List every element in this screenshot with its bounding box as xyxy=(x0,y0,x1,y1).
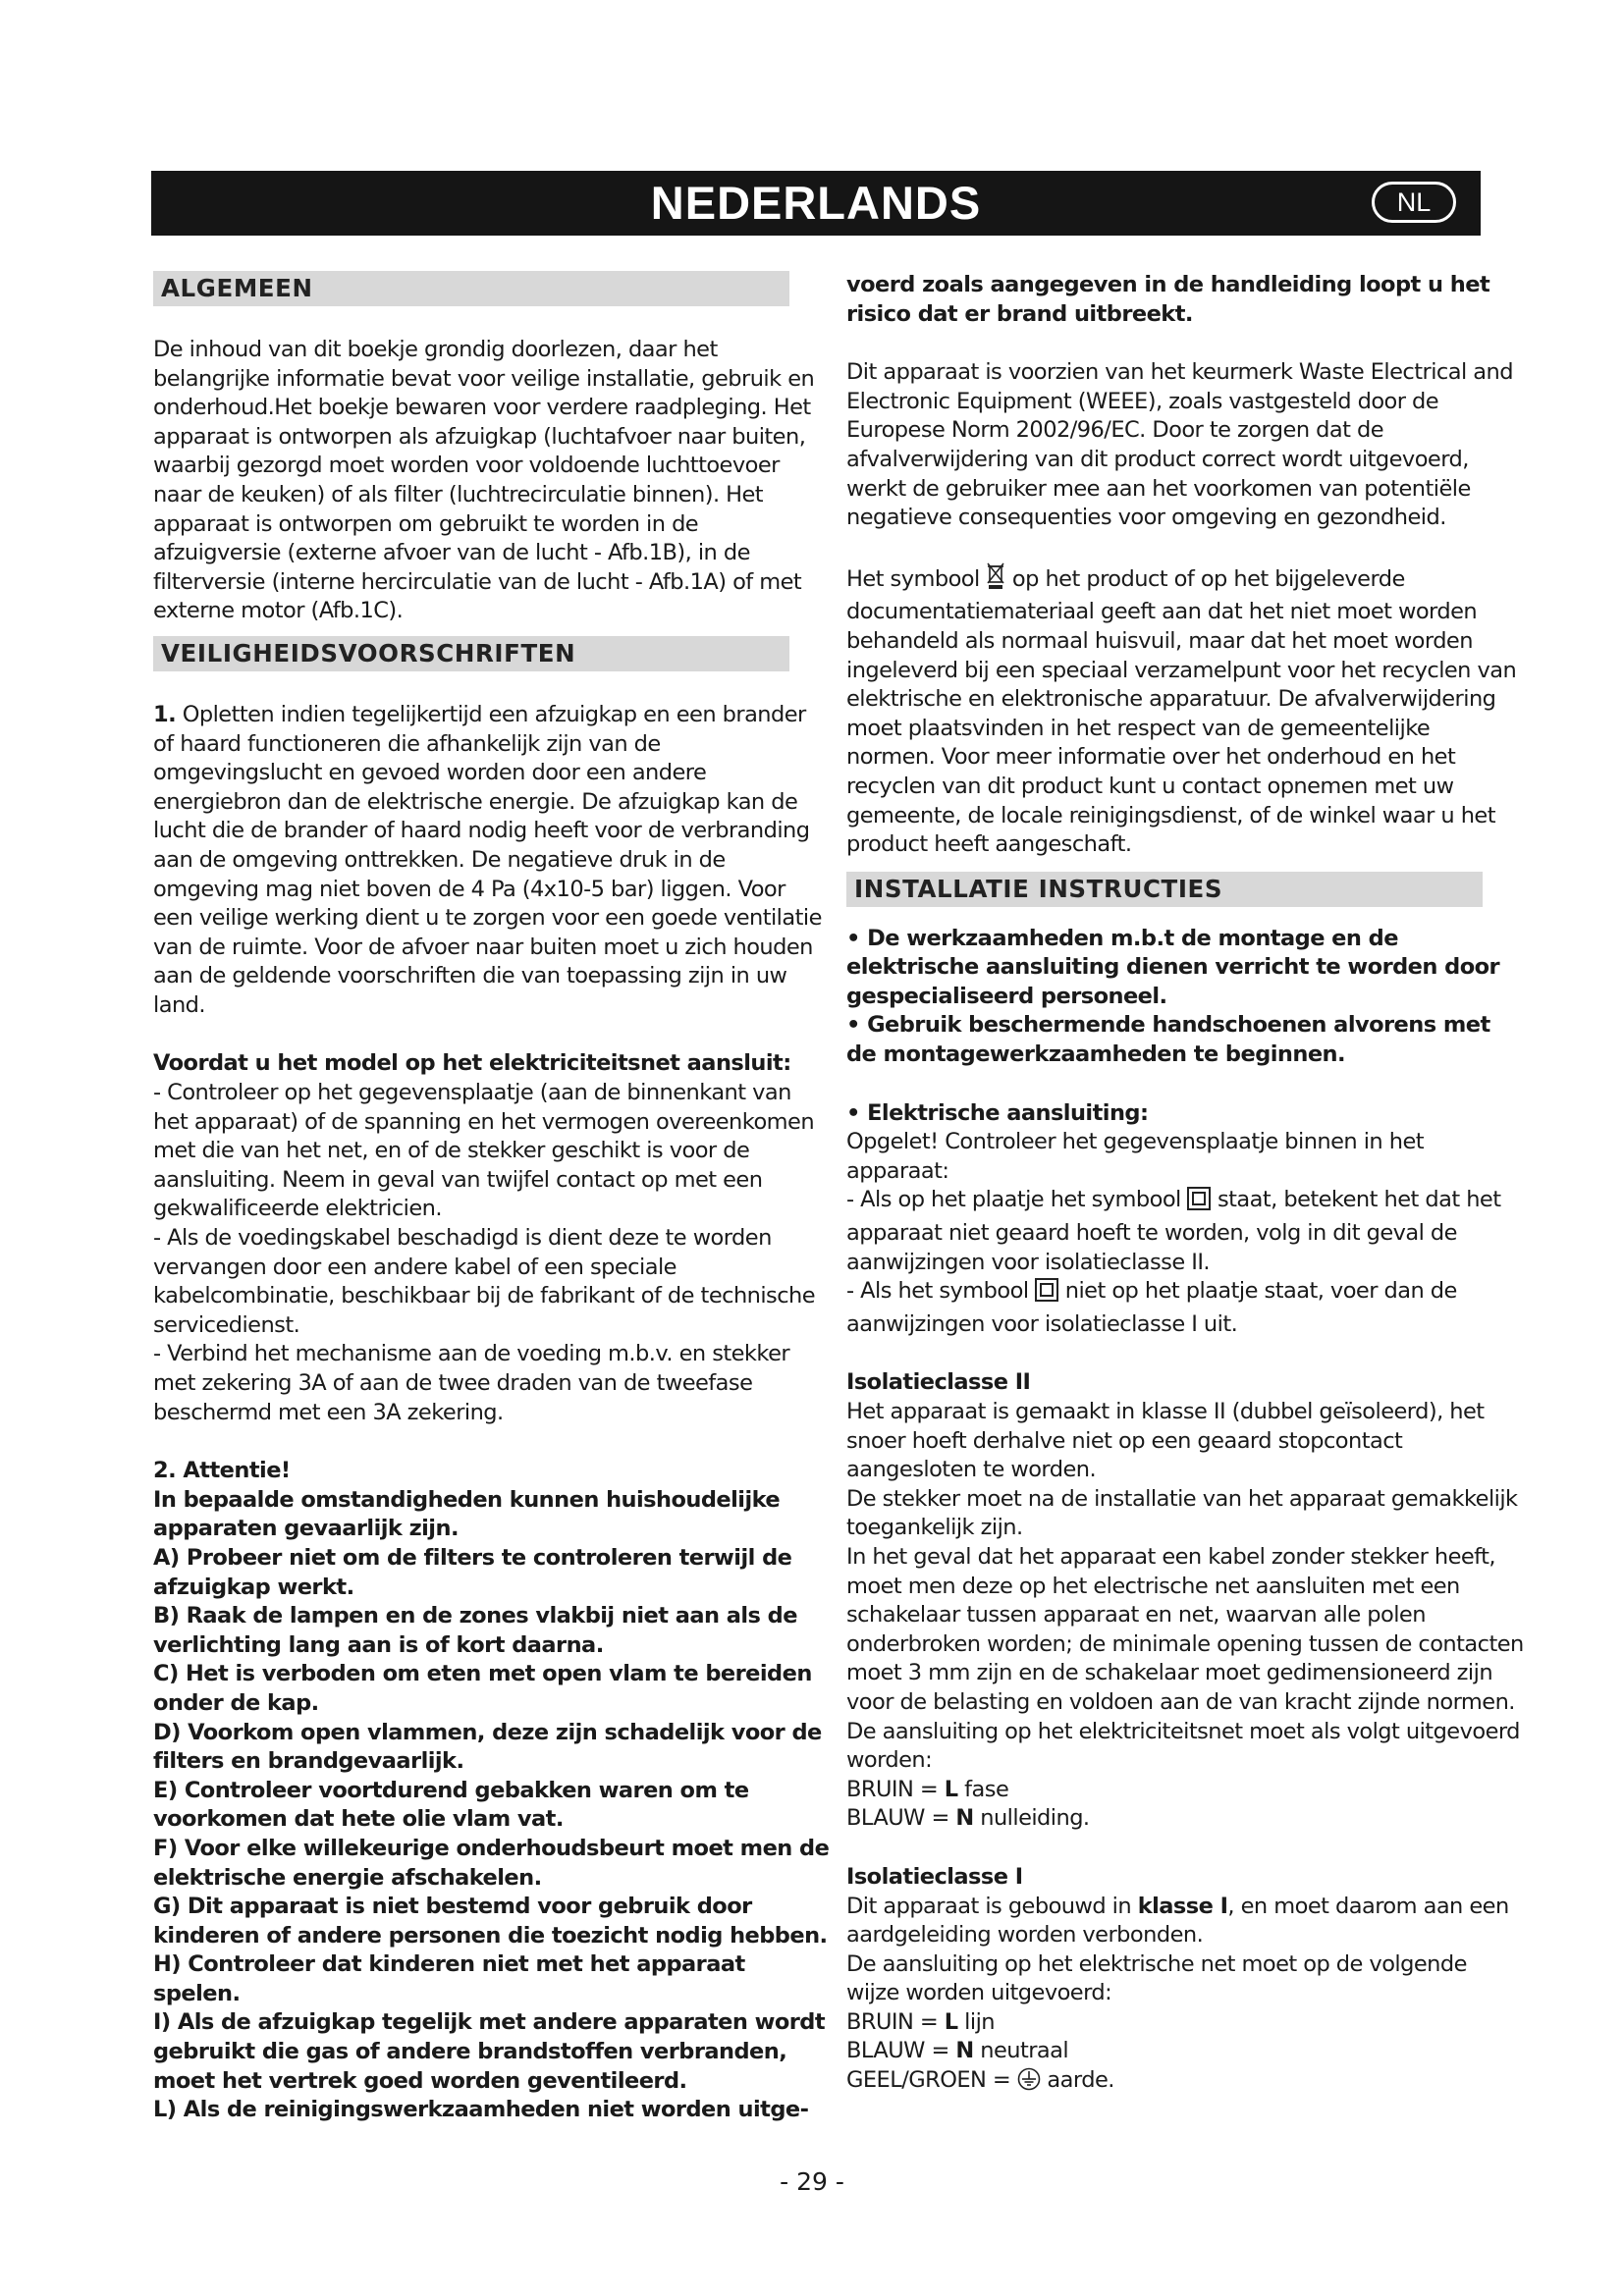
attention-item: C) Het is verboden om eten met open vlam te bereiden onder de kap. xyxy=(153,1661,812,1716)
class1-green xyxy=(846,2066,1524,2100)
class2-text: De stekker moet na de installatie van het apparaat gemakkelijk toegankelijk zijn. xyxy=(846,1485,1518,1541)
left-column xyxy=(153,271,831,2125)
electrical-intro: Opgelet! Controleer het gegevensplaatje binnen in het apparaat: xyxy=(846,1129,1425,1184)
attention-item: D) Voorkom open vlammen, deze zijn schadelijk voor de filters en brandgevaarlijk. xyxy=(153,1719,822,1775)
crossed-bin-icon xyxy=(986,562,1005,599)
language-badge: NL xyxy=(1372,182,1456,223)
wire-desc: nulleiding. xyxy=(973,1805,1090,1832)
electrical-line-post: staat, betekent het dat het apparaat niet geaard hoeft te worden, volg in dit geval de aanwijzingen voor isolatieclasse II. xyxy=(846,1187,1501,1275)
section-heading-algemeen: ALGEMEEN xyxy=(153,271,789,306)
earth-ground-icon xyxy=(1017,2067,1041,2100)
attention-item: E) Controleer voortdurend gebakken waren om te voorkomen dat hete olie vlam vat. xyxy=(153,1777,749,1833)
class2-text: De aansluiting op het elektriciteitsnet moet als volgt uitgevoerd worden: xyxy=(846,1718,1520,1774)
double-insulation-icon xyxy=(1035,1278,1058,1310)
attention-heading: 2. Attentie! xyxy=(153,1458,291,1484)
electrical-line xyxy=(846,1277,1524,1339)
class1-text-post: , en moet daarom aan een aardgeleiding worden verbonden. xyxy=(846,1893,1509,1949)
paragraph-text: Opletten indien tegelijkertijd een afzuigkap en een brander of haard functioneren die afhankelijk zijn van de omgevingslucht en gevoed worden door een andere energiebron dan de elektrische energie. De afzuigkap kan de lucht die de brander of haard nodig heeft voor de verbranding aan de omgeving onttrekken. De negatieve druk in de omgeving mag niet boven de 4 Pa (4x10-5 bar) liggen. Voor een veilige werking dient u te zorgen voor een goede ventilatie van de ruimte. Voor de afvoer naar buiten moet u zich houden aan de geldende voorschriften die van toepassing zijn in uw land. xyxy=(153,701,822,1018)
connect-item: - Controleer op het gegevensplaatje (aan de binnenkant van het apparaat) of de spanning en het vermogen overeenkomen met die van het net, en of de stekker geschikt is voor de aansluiting. Neem in geval van twijfel contact op met een gekwalificeerde elektricien. xyxy=(153,1080,815,1222)
electrical-line-pre: - Als het symbool xyxy=(846,1278,1036,1305)
wire-label: BRUIN = xyxy=(846,2008,945,2035)
right-column xyxy=(846,271,1524,2100)
wire-code: N xyxy=(955,2038,974,2064)
attention-item: I) Als de afzuigkap tegelijk met andere apparaten wordt gebruikt die gas of andere brandstoffen verbranden, moet het vertrek goed worden geventileerd. xyxy=(153,2009,826,2094)
install-bullet: • De werkzaamheden m.b.t de montage en de elektrische aansluiting dienen verricht te worden door gespecialiseerd personeel. xyxy=(846,925,1500,1009)
wire-code: L xyxy=(944,1776,958,1802)
attention-item: F) Voor elke willekeurige onderhoudsbeurt moet men de elektrische energie afschakelen. xyxy=(153,1835,830,1891)
class1-text-pre: Dit apparaat is gebouwd in xyxy=(846,1893,1138,1919)
symbol-text-post: op het product of op het bijgeleverde documentatiemateriaal geeft aan dat het niet moet worden behandeld als normaal huisvuil, maar dat het moet worden ingeleverd bij een speciaal verzamelpunt voor het recyclen van elektrische en elektronische apparatuur. De afvalverwijdering moet plaatsvinden in het respect van de gemeentelijke normen. Voor meer informatie over het onderhoud en het recyclen van dit product kunt u contact opnemen met uw gemeente, de locale reinigingsdienst, of de winkel waar u het product heeft aangeschaft. xyxy=(846,565,1517,858)
wire-desc: neutraal xyxy=(973,2038,1069,2064)
attention-item: L) Als de reinigingswerkzaamheden niet worden uitge- xyxy=(153,2097,809,2123)
double-insulation-icon xyxy=(1187,1187,1211,1219)
attention-item: B) Raak de lampen en de zones vlakbij niet aan als de verlichting lang aan is of kort daarna. xyxy=(153,1603,797,1658)
wire-code: L xyxy=(944,2008,958,2035)
paragraph-number: 1. xyxy=(153,701,177,727)
class2-text: Het apparaat is gemaakt in klasse II (dubbel geïsoleerd), het snoer hoeft derhalve niet op een geaard stopcontact aangesloten te worden. xyxy=(846,1399,1485,1483)
wire-label: GEEL/GROEN = xyxy=(846,2067,1017,2094)
continued-warning: voerd zoals aangegeven in de handleiding loopt u het risico dat er brand uitbreekt. xyxy=(846,272,1490,327)
connect-heading: Voordat u het model op het elektriciteitsnet aansluit: xyxy=(153,1050,791,1077)
class2-text: In het geval dat het apparaat een kabel zonder stekker heeft, moet men deze op het electrische net aansluiten met een schakelaar tussen apparaat en net, waarvan alle polen onderbroken worden; de minimale opening tussen de contacten moet 3 mm zijn en de schakelaar moet gedimensioneerd zijn voor de belasting en voldoen aan de van kracht zijnde normen. xyxy=(846,1543,1524,1715)
safety-paragraph-1 xyxy=(153,701,831,1021)
page-number: - 29 - xyxy=(780,2167,844,2196)
attention-item: A) Probeer niet om de filters te controleren terwijl de afzuigkap werkt. xyxy=(153,1544,792,1600)
symbol-text-pre: Het symbool xyxy=(846,565,987,592)
class1-text-bold: klasse I xyxy=(1137,1893,1228,1919)
class1-heading: Isolatieclasse I xyxy=(846,1863,1023,1890)
wire-desc: fase xyxy=(957,1776,1009,1802)
attention-intro: In bepaalde omstandigheden kunnen huishoudelijke apparaten gevaarlijk zijn. xyxy=(153,1486,781,1542)
attention-item: G) Dit apparaat is niet bestemd voor gebruik door kinderen of andere personen die toezicht nodig hebben. xyxy=(153,1894,828,1949)
electrical-line-pre: - Als op het plaatje het symbool xyxy=(846,1187,1188,1213)
symbol-paragraph xyxy=(846,562,1524,860)
electrical-line-post: niet op het plaatje staat, voer dan de aanwijzingen voor isolatieclasse I uit. xyxy=(846,1278,1457,1337)
class2-brown xyxy=(846,1776,1524,1805)
connect-item: - Verbind het mechanisme aan de voeding m.b.v. en stekker met zekering 3A of aan de twee draden van de tweefase beschermd met een 3A zekering. xyxy=(153,1341,790,1425)
class1-blue xyxy=(846,2037,1524,2066)
section-heading-installation: INSTALLATIE INSTRUCTIES xyxy=(846,872,1483,907)
connect-item: - Als de voedingskabel beschadigd is dient deze te worden vervangen door een andere kabel of een speciale kabelcombinatie, beschikbaar bij de fabrikant of de technische servicedienst. xyxy=(153,1225,816,1338)
class1-brown xyxy=(846,2008,1524,2038)
class1-text xyxy=(846,1893,1524,1950)
electrical-line xyxy=(846,1186,1524,1277)
class2-heading: Isolatieclasse II xyxy=(846,1369,1031,1396)
wire-label: BRUIN = xyxy=(846,1776,945,1802)
wire-desc: lijn xyxy=(957,2008,995,2035)
wire-code: N xyxy=(955,1805,974,1832)
attention-item: H) Controleer dat kinderen niet met het apparaat spelen. xyxy=(153,1951,745,2006)
section-heading-safety: VEILIGHEIDSVOORSCHRIFTEN xyxy=(153,636,789,671)
general-paragraph: De inhoud van dit boekje grondig doorlezen, daar het belangrijke informatie bevat voor veilige installatie, gebruik en onderhoud.Het boekje bewaren voor verdere raadpleging. Het apparaat is ontworpen als afzuigkap (luchtafvoer naar buiten, waarbij gezorgd moet worden voor voldoende luchttoevoer naar de keuken) of als filter (luchtrecirculatie binnen). Het apparaat is ontworpen om gebruikt te worden in de afzuigversie (externe afvoer van de lucht - Afb.1B), in de filterversie (interne hercirculatie van de lucht - Afb.1A) of met externe motor (Afb.1C). xyxy=(153,337,815,624)
weee-paragraph: Dit apparaat is voorzien van het keurmerk Waste Electrical and Electronic Equipment (WEEE), zoals vastgesteld door de Europese Norm 2002/96/EC. Door te zorgen dat de afvalverwijdering van dit product correct wordt uitgevoerd, werkt de gebruiker mee aan het voorkomen van potentiële negatieve consequenties voor omgeving en gezondheid. xyxy=(846,359,1513,531)
wire-label: BLAUW = xyxy=(846,1805,956,1832)
page-title: NEDERLANDS xyxy=(650,177,982,229)
class1-text: De aansluiting op het elektrische net moet op de volgende wijze worden uitgevoerd: xyxy=(846,1950,1467,2006)
electrical-heading: • Elektrische aansluiting: xyxy=(846,1099,1149,1126)
install-bullet: • Gebruik beschermende handschoenen alvorens met de montagewerkzaamheden te beginnen. xyxy=(846,1012,1490,1068)
wire-label: BLAUW = xyxy=(846,2038,956,2064)
wire-desc: aarde. xyxy=(1040,2067,1114,2094)
class2-blue xyxy=(846,1804,1524,1834)
language-banner xyxy=(151,171,1481,236)
